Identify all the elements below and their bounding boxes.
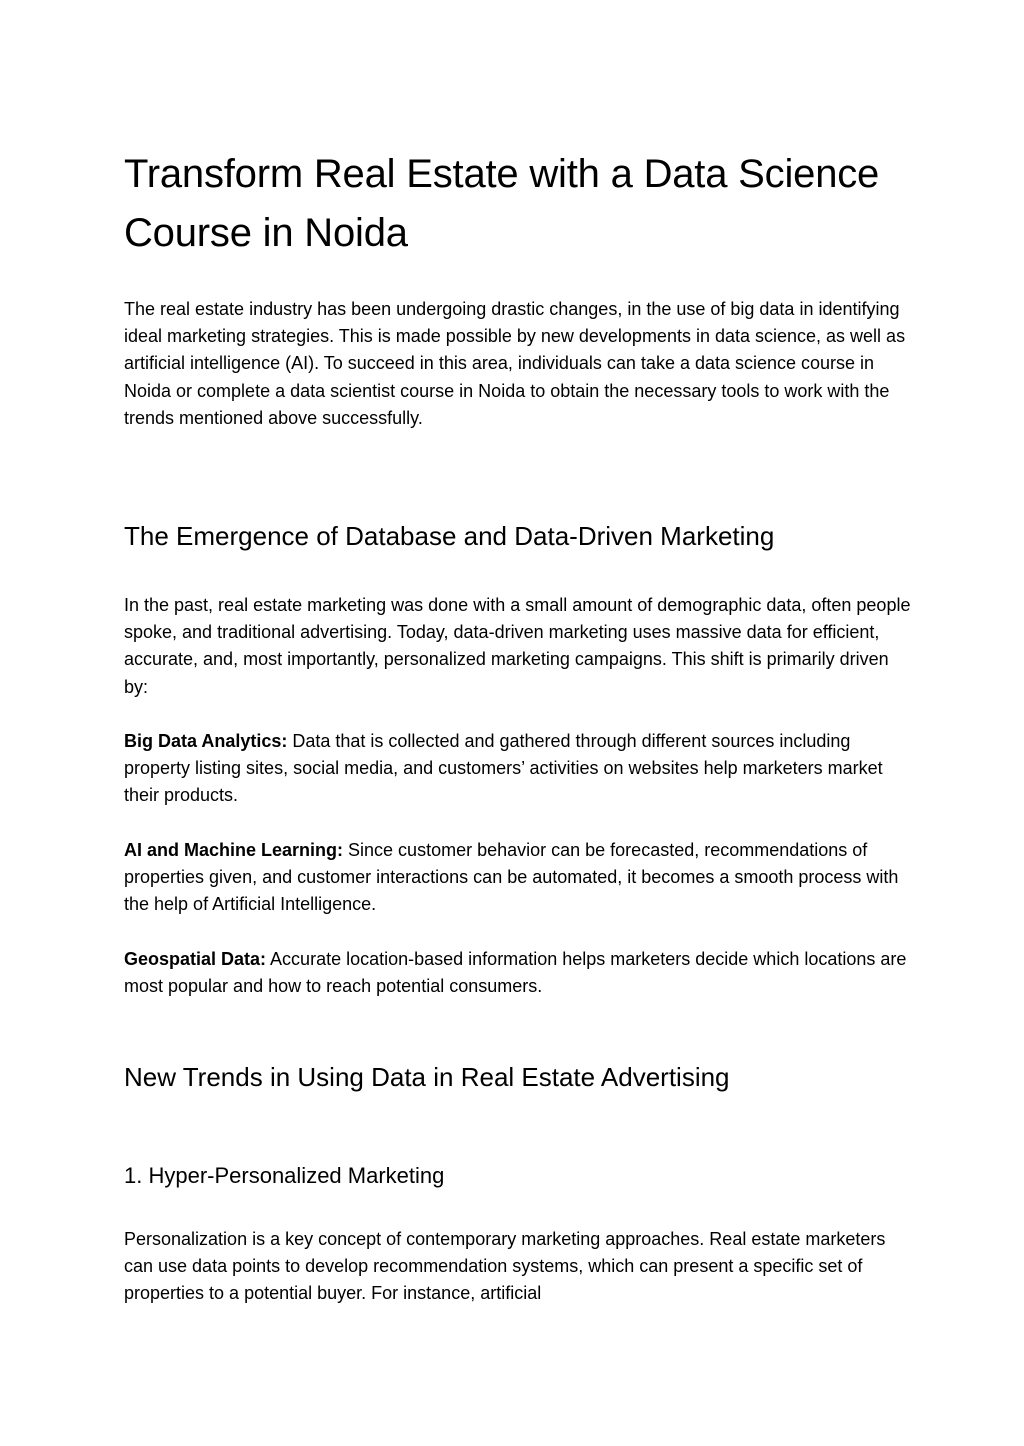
point-text: Since customer behavior can be forecasted, recommendations of properties given, and customer interactions can be automated, it becomes a smooth process with the help of Artificial Intelligence. (124, 840, 899, 915)
section-emergence-paragraph: In the past, real estate marketing was done with a small amount of demographic data, often people spoke, and traditional advertising. Today, data-driven marketing uses massive data for efficient, accurate, and, most importantly, personalized marketing campaigns. This shift is primarily driven by: (124, 595, 911, 697)
subheading-hyper-personalized: 1. Hyper-Personalized Marketing (124, 1163, 445, 1188)
point-label: AI and Machine Learning: (124, 840, 344, 860)
section-heading-new-trends: New Trends in Using Data in Real Estate Advertising (124, 1062, 730, 1092)
section-heading-emergence: The Emergence of Database and Data-Driven Marketing (124, 521, 775, 551)
document-title: Transform Real Estate with a Data Science Course in Noida (124, 152, 880, 255)
intro-paragraph: The real estate industry has been undergoing drastic changes, in the use of big data in identifying ideal marketing strategies. This is made possible by new developments in data science, as well as artificial intelligence (AI). To succeed in this area, individuals can take a data science course in Noida or complete a data scientist course in Noida to obtain the necessary tools to work with the trends mentioned above successfully. (124, 299, 906, 428)
point-geospatial-data (124, 946, 914, 1000)
point-big-data-analytics (124, 728, 914, 810)
point-text: Data that is collected and gathered through different sources including property listing sites, social media, and customers’ activities on websites help marketers market their products. (124, 731, 883, 806)
section-new-trends-paragraph: Personalization is a key concept of contemporary marketing approaches. Real estate marketers can use data points to develop recommendation systems, which can present a specific set of properties to a potential buyer. For instance, artificial (124, 1229, 886, 1304)
point-label: Big Data Analytics: (124, 731, 288, 751)
point-label: Geospatial Data: (124, 949, 267, 969)
point-ai-machine-learning (124, 837, 914, 919)
point-text: Accurate location-based information helps marketers decide which locations are most popular and how to reach potential consumers. (124, 949, 907, 997)
